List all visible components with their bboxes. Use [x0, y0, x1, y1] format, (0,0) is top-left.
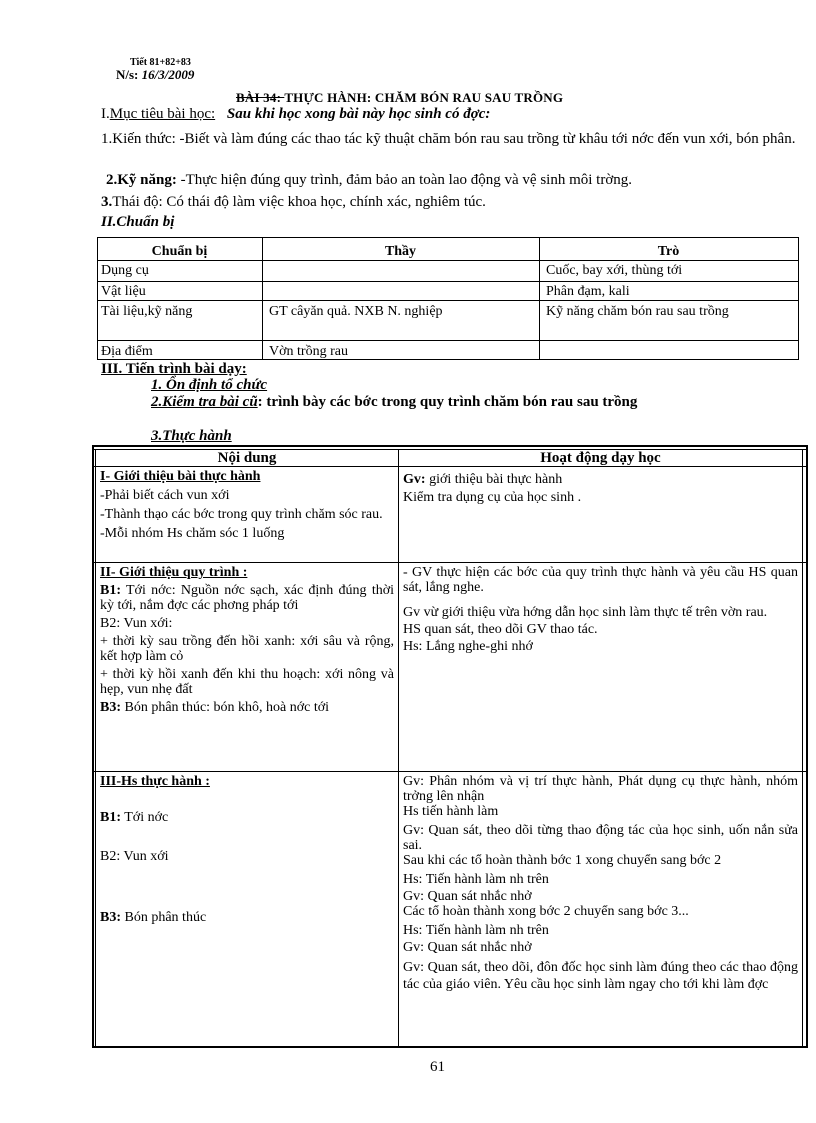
objectives-heading-num: I.: [101, 106, 110, 122]
title-prefix: BÀI 34:: [236, 90, 285, 105]
section1-right: [403, 472, 798, 505]
step2-text: : trình bày các bớc trong quy trình chăm bón rau sau trồng: [257, 394, 638, 410]
process-step3: 3.Thực hành: [151, 428, 232, 444]
section3-left: [100, 774, 394, 1044]
main-header-activity: Hoạt động dạy học: [540, 451, 661, 466]
attitude-label: 3.: [101, 194, 113, 210]
s3-b2-text: : Vun xới: [116, 849, 169, 864]
s3-right-line: Gv: Quan sát nhắc nhở: [403, 940, 532, 955]
objectives-intro: Sau khi học xong bài này học sinh có đợc:: [226, 106, 491, 122]
s3-right-line: Hs tiến hành làm: [403, 804, 499, 819]
main-header-content: Nội dung: [217, 451, 277, 466]
date-line: [116, 67, 194, 83]
s2-b1-label: B1:: [100, 583, 121, 598]
section2-right: [403, 565, 798, 654]
prep-header-teacher: Thầy: [384, 244, 417, 259]
objectives-heading-text: Mục tiêu bài học:: [109, 106, 216, 122]
s2-right-3: HS quan sát, theo dõi GV thao tác.: [403, 622, 598, 637]
s3-right-line: Sau khi các tổ hoàn thành bớc 1 xong chuyển sang bớc 2: [403, 853, 722, 868]
prep-row-teacher: Vờn trồng rau: [269, 344, 348, 359]
s2-b2-a: + thời kỳ sau trồng đến hồi xanh: xới sâu và rộng, kết hợp làm cỏ: [100, 634, 394, 664]
objective-skill: [106, 172, 632, 189]
s3-b1-text: Tới nớc: [121, 810, 169, 825]
s3-right-line: Gv: Phân nhóm và vị trí thực hành, Phát dụng cụ thực hành, nhóm trởng lên nhận: [403, 774, 798, 804]
page-title: [236, 90, 563, 106]
s3-right-line: Hs: Tiến hành làm nh trên: [403, 872, 549, 887]
prep-heading: II.Chuẩn bị: [101, 214, 175, 230]
s3-right-line: Gv: Quan sát, theo dõi, đôn đốc học sinh làm đúng theo các thao động tác của giáo viên. Yêu cầu học sinh làm ngay cho tới khi làm đợc: [403, 960, 798, 992]
section1-gv-label: Gv:: [403, 472, 426, 487]
objective-attitude: [101, 194, 486, 211]
prep-row-label: Địa điểm: [101, 344, 153, 359]
title-text: THỰC HÀNH: CHĂM BÓN RAU SAU TRỒNG: [284, 90, 564, 105]
prep-header-student: Trò: [657, 244, 680, 259]
lesson-label: Tiết 81+82+83: [130, 57, 191, 68]
prep-row-student: Phân đạm, kali: [546, 284, 630, 299]
section3-title: III-Hs thực hành :: [100, 774, 210, 789]
skill-label: 2.Kỹ năng:: [106, 172, 177, 188]
s3-b3-text: Bón phân thúc: [121, 910, 207, 925]
prep-row-teacher: GT câyăn quả. NXB N. nghiệp: [269, 304, 443, 319]
section2-title: II- Giới thiệu quy trình :: [100, 565, 248, 580]
objectives-heading: [101, 106, 490, 123]
prep-row-label: Dụng cụ: [101, 263, 149, 278]
process-step2: [151, 395, 777, 410]
section3-right: [403, 774, 798, 1046]
s2-b1-text: Tới nớc: Nguồn nớc sạch, xác định đúng thời kỳ tới, nắm đợc các phơng pháp tới: [100, 583, 394, 613]
prep-row-label: Vật liệu: [101, 284, 146, 299]
s3-right-line: Các tổ hoàn thành xong bớc 2 chuyển sang bớc 3...: [403, 904, 689, 919]
prep-header-item: Chuẩn bị: [151, 244, 208, 259]
s3-b3-label: B3:: [100, 910, 121, 925]
s3-b2-label: B2: [100, 849, 117, 864]
s2-b3-text: Bón phân thúc: bón khô, hoà nớc tới: [121, 700, 330, 715]
s3-right-line: Gv: Quan sát nhắc nhở: [403, 889, 532, 904]
prep-row-label: Tài liệu,kỹ năng: [101, 304, 193, 319]
prep-row-student: Cuốc, bay xới, thùng tới: [546, 263, 683, 278]
section1-left: [100, 469, 394, 541]
prep-row-student: Kỹ năng chăm bón rau sau trồng: [546, 304, 729, 319]
s2-right-2: Gv vừ giới thiệu vừa hớng dẫn học sinh làm thực tế trên vờn rau.: [403, 605, 768, 620]
section1-line: -Mỗi nhóm Hs chăm sóc 1 luống: [100, 526, 285, 541]
section1-gv-text: giới thiệu bài thực hành: [425, 472, 563, 487]
attitude-text: Thái độ: Có thái độ làm việc khoa học, chính xác, nghiêm túc.: [112, 194, 486, 210]
s2-b3-label: B3:: [100, 700, 121, 715]
s3-right-line: Hs: Tiến hành làm nh trên: [403, 923, 549, 938]
s3-b1-label: B1:: [100, 810, 121, 825]
s3-right-line: Gv: Quan sát, theo dõi từng thao động tác của học sinh, uốn nắn sửa sai.: [403, 823, 798, 853]
skill-text: -Thực hiện đúng quy trình, đảm bảo an toàn lao động và vệ sinh môi trờng.: [176, 172, 633, 188]
knowledge-text: -Biết và làm đúng các thao tác kỹ thuật chăm bón rau sau trồng từ khâu tới nớc đến vun xới, bón phân.: [175, 131, 796, 147]
objective-knowledge: [101, 128, 801, 150]
date-value: 16/3/2009: [141, 67, 195, 82]
s2-b2-text: : Vun xới:: [116, 616, 173, 631]
section1-check: Kiểm tra dụng cụ của học sinh .: [403, 490, 582, 505]
knowledge-label: 1.Kiến thức:: [101, 131, 176, 147]
section2-left: [100, 565, 394, 715]
s2-b2-label: B2: [100, 616, 117, 631]
section1-title: I- Giới thiệu bài thực hành: [100, 469, 261, 484]
s2-right-1: - GV thực hiện các bớc của quy trình thực hành và yêu cầu HS quan sát, lắng nghe.: [403, 565, 798, 595]
section1-line: -Phải biết cách vun xới: [100, 488, 230, 503]
s2-right-4: Hs: Lắng nghe-ghi nhớ: [403, 639, 533, 654]
process-heading: III. Tiến trình bài dạy:: [101, 361, 247, 377]
section1-line: -Thành thạo các bớc trong quy trình chăm sóc rau.: [100, 507, 383, 522]
page-number: 61: [430, 1059, 445, 1075]
step2-label: 2.Kiểm tra bài cũ: [151, 394, 258, 410]
s2-b2-b: + thời kỳ hồi xanh đến khi thu hoạch: xới nông và hẹp, vun nhẹ đất: [100, 667, 394, 697]
date-prefix: N/s:: [116, 67, 142, 82]
process-step1: 1. Ổn định tổ chức: [151, 377, 268, 393]
